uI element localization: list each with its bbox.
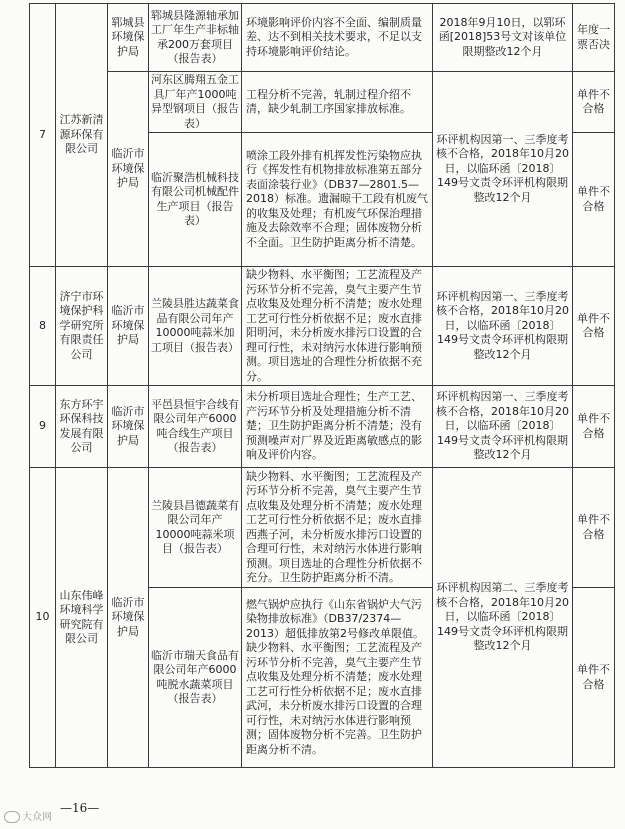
result-status: 单件不合格 <box>573 386 615 468</box>
problem-description: 环境影响评价内容不全面、编制质量差、达不到相关技术要求，不足以支持环境影响评价结论。 <box>242 4 433 72</box>
table-row <box>30 386 615 468</box>
approval-department: 临沂市环境保护局 <box>108 468 149 768</box>
page-number: —16— <box>60 801 100 815</box>
agency-name: 济宁市环境保护科学研究所有限责任公司 <box>56 267 108 386</box>
table-row <box>30 72 615 133</box>
penalty-action: 环评机构因第二、三季度考核不合格，2018年10月20日，以临环函〔2018〕149号文责令环评机构限期整改12个月 <box>433 468 573 768</box>
project-name: 兰陵县胜达蔬菜食品有限公司年产10000吨蒜米加工项目（报告表） <box>149 267 242 386</box>
penalty-action: 2018年9月10日，以郓环函[2018]53号文对该单位限期整改12个月 <box>433 4 573 72</box>
problem-description: 缺少物料、水平衡图；工艺流程及产污环节分析不完善，臭气主要产生节点收集及处理分析不清楚；废水处理工艺可行性分析依据不足；废水直排西燕子河，未分析废水排污口设置的合理可行性，未对纳污水体进行影响预测。项目选址的合理性分析依据不充分。卫生防护距离分析不清。 <box>242 468 433 588</box>
result-status: 单件不合格 <box>573 468 615 588</box>
result-status: 年度一票否决 <box>573 4 615 72</box>
result-status: 单件不合格 <box>573 588 615 768</box>
approval-department: 临沂市环境保护局 <box>108 386 149 468</box>
table-row <box>30 267 615 386</box>
problem-description: 缺少物料、水平衡图；工艺流程及产污环节分析不完善，臭气主要产生节点收集及处理分析不清楚；废水处理工艺可行性分析依据不足；废水直排阳明河，未分析废水排污口设置的合理可行性，未对纳污水体进行影响预测。项目选址的合理性分析依据不充分。 <box>242 267 433 386</box>
agency-name: 山东伟峰环境科学研究院有限公司 <box>56 468 108 768</box>
problem-description: 喷涂工段外排有机挥发性污染物应执行《挥发性有机物排放标准第五部分表面涂装行业》（DB37—2801.5—2018）标准。遗漏晾干工段有机废气的收集及处理；有机废气环保治理措施及去除效率不合理；固体废物分析不全面。卫生防护距离分析不清楚。 <box>242 133 433 267</box>
penalty-action: 环评机构因第一、三季度考核不合格，2018年10月20日，以临环函〔2018〕149号文责令环评机构限期整改12个月 <box>433 72 573 267</box>
project-name: 郓城县隆源轴承加工厂年生产非标轴承200万套项目（报告表） <box>149 4 242 72</box>
penalty-table <box>29 3 615 768</box>
result-status: 单件不合格 <box>573 267 615 386</box>
problem-description: 未分析项目选址合理性；生产工艺、产污环节分析及处理措施分析不清楚；卫生防护距离分析不清楚；没有预测噪声对厂界及近距离敏感点的影响及评价内容。 <box>242 386 433 468</box>
approval-department: 临沂市环境保护局 <box>108 267 149 386</box>
watermark <box>4 808 52 823</box>
approval-department: 临沂市环境保护局 <box>108 72 149 267</box>
row-number: 7 <box>30 4 56 267</box>
result-status: 单件不合格 <box>573 72 615 133</box>
project-name: 平邑县恒宇合线有限公司年产6000吨合线生产项目（报告表） <box>149 386 242 468</box>
watermark-text: 大众网 <box>22 812 52 823</box>
project-name: 兰陵县昌德蔬菜有限公司年产10000吨蒜米项目（报告表） <box>149 468 242 588</box>
row-number: 10 <box>30 468 56 768</box>
project-name: 临沂市瑞天食品有限公司年产6000吨脱水蔬菜项目（报告表） <box>149 588 242 768</box>
project-name: 河东区腾翔五金工具厂年产1000吨异型钢项目（报告表） <box>149 72 242 133</box>
approval-department: 郓城县环境保护局 <box>108 4 149 72</box>
table-row <box>30 468 615 588</box>
agency-name: 江苏新清源环保有限公司 <box>56 4 108 267</box>
table-row <box>30 4 615 72</box>
problem-description: 燃气锅炉应执行《山东省锅炉大气污染物排放标准》（DB37/2374—2013）超低排放第2号修改单限值。缺少物料、水平衡图；工艺流程及产污环节分析不完善，臭气主要产生节点收集及处理分析不清楚；废水处理工艺可行性分析依据不足；废水直排武河，未分析废水排污口设置的合理可行性，未对纳污水体进行影响预测；固体废物分析不完善。卫生防护距离分析不清。 <box>242 588 433 768</box>
project-name: 临沂聚浩机械科技有限公司机械配件生产项目（报告表） <box>149 133 242 267</box>
problem-description: 工程分析不完善，轧制过程介绍不清，缺少轧制工序国家排放标准。 <box>242 72 433 133</box>
penalty-action: 环评机构因第一、三季度考核不合格，2018年10月20日，以临环函〔2018〕149号文责令环评机构限期整改12个月 <box>433 386 573 468</box>
penalty-action: 环评机构因第一、三季度考核不合格，2018年10月20日，以临环函〔2018〕149号文责令环评机构限期整改12个月 <box>433 267 573 386</box>
row-number: 9 <box>30 386 56 468</box>
result-status: 单件不合格 <box>573 133 615 267</box>
row-number: 8 <box>30 267 56 386</box>
watermark-icon <box>4 811 20 823</box>
agency-name: 东方环宇环保科技发展有限公司 <box>56 386 108 468</box>
